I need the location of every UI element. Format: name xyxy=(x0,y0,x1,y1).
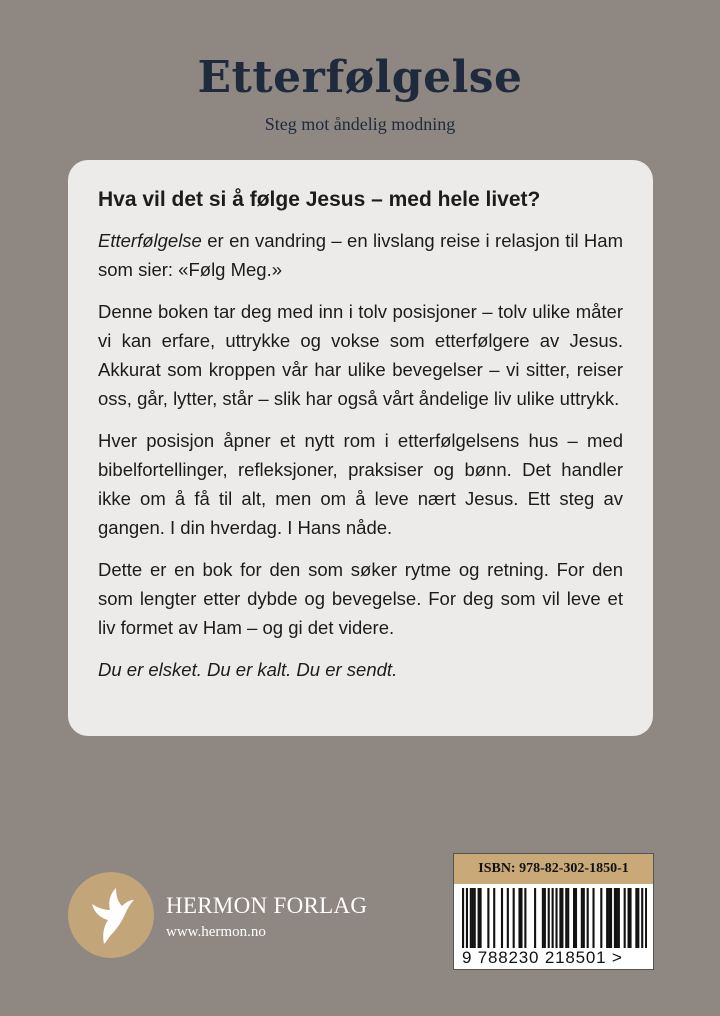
barcode-bar xyxy=(628,888,630,948)
isbn-label: ISBN: 978-82-302-1850-1 xyxy=(454,854,653,884)
barcode-bar xyxy=(608,888,610,948)
barcode-bar xyxy=(587,888,589,948)
barcode-bar xyxy=(480,888,482,948)
barcode-bar xyxy=(618,888,620,948)
barcode-bar xyxy=(606,888,608,948)
blurb-paragraph-1-text: er en vandring – en livslang reise i relasjon til Ham som sier: «Følg Meg.» xyxy=(98,230,623,280)
blurb-paragraph-1 xyxy=(98,226,623,284)
barcode-bar xyxy=(478,888,480,948)
barcode-bar xyxy=(600,888,602,948)
barcode xyxy=(462,888,647,948)
barcode-bar xyxy=(534,888,536,948)
barcode-bar xyxy=(555,888,557,948)
barcode-bar xyxy=(575,888,577,948)
barcode-bar xyxy=(487,888,489,948)
closing-italic-text: Du er elsket. Du er kalt. Du er sendt. xyxy=(98,659,398,680)
barcode-bar xyxy=(565,888,567,948)
barcode-bar xyxy=(507,888,509,948)
barcode-bar xyxy=(635,888,637,948)
barcode-bar xyxy=(629,888,631,948)
barcode-bar xyxy=(559,888,561,948)
publisher-name: HERMON FORLAG xyxy=(166,893,368,918)
publisher-logo xyxy=(68,872,154,958)
barcode-bar xyxy=(583,888,585,948)
barcode-bar xyxy=(552,888,554,948)
isbn-barcode-box xyxy=(453,853,654,970)
barcode-bar xyxy=(544,888,546,948)
barcode-bar xyxy=(466,888,468,948)
dove-icon xyxy=(68,872,154,958)
book-title-italic: Etterfølgelse xyxy=(98,230,202,251)
barcode-bar xyxy=(624,888,626,948)
barcode-bar xyxy=(472,888,474,948)
blurb-panel xyxy=(68,160,653,736)
barcode-bar xyxy=(641,888,643,948)
barcode-bar xyxy=(542,888,544,948)
barcode-bar xyxy=(567,888,569,948)
barcode-bar xyxy=(524,888,526,948)
blurb-paragraph-4: Dette er en bok for den som søker rytme og retning. For den som lengter etter dybde og bevegelse. For deg som vil leve et liv formet av Ham – og gi det videre. xyxy=(98,559,623,638)
barcode-bar xyxy=(474,888,476,948)
barcode-bar xyxy=(645,888,647,948)
barcode-bar xyxy=(614,888,616,948)
blurb-closing-line xyxy=(98,655,623,684)
barcode-bar xyxy=(561,888,563,948)
book-title: Etterfølgelse xyxy=(197,52,523,103)
barcode-bar xyxy=(518,888,520,948)
book-subtitle: Steg mot åndelig modning xyxy=(264,114,456,134)
barcode-bar xyxy=(581,888,583,948)
barcode-bar xyxy=(470,888,472,948)
barcode-bar xyxy=(573,888,575,948)
barcode-digits: 9 788230 218501 > xyxy=(462,948,623,967)
barcode-bar xyxy=(592,888,594,948)
barcode-bar xyxy=(513,888,515,948)
barcode-bar xyxy=(610,888,612,948)
blurb-paragraph-3: Hver posisjon åpner et nytt rom i etterfølgelsens hus – med bibelfortellinger, refleksjoner, praksiser og bønn. Det handler ikke om å få til alt, men om å leve nært Jesus. Ett steg av gangen. I din hverdag. I Hans nåde. xyxy=(98,430,623,538)
barcode-bar xyxy=(637,888,639,948)
barcode-bar xyxy=(501,888,503,948)
barcode-bar xyxy=(462,888,464,948)
blurb-heading: Hva vil det si å følge Jesus – med hele livet? xyxy=(98,188,541,211)
publisher-url[interactable]: www.hermon.no xyxy=(166,924,266,940)
barcode-bar xyxy=(616,888,618,948)
barcode-bar xyxy=(520,888,522,948)
barcode-bar xyxy=(493,888,495,948)
barcode-bar xyxy=(548,888,550,948)
blurb-paragraph-2: Denne boken tar deg med inn i tolv posisjoner – tolv ulike måter vi kan erfare, uttrykke og vokse som etterfølgere av Jesus. Akkurat som kroppen vår har ulike bevegelser – vi sitter, reiser oss, går, lytter, står – slik har også vårt åndelige liv ulike uttrykk. xyxy=(98,301,623,409)
